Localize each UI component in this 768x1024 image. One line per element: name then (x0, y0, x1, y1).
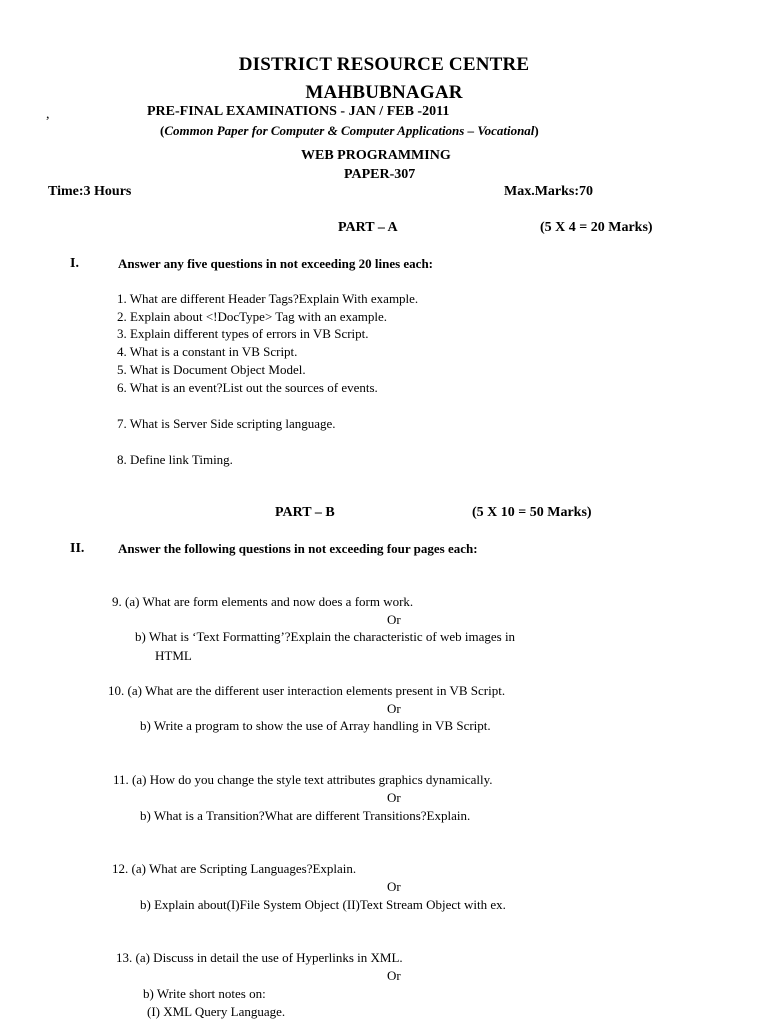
question-4: 4. What is a constant in VB Script. (117, 344, 298, 359)
question-11b: b) What is a Transition?What are different Transitions?Explain. (140, 808, 471, 823)
question-9b: b) What is ‘Text Formatting’?Explain the characteristic of web images in (135, 629, 516, 644)
question-8: 8. Define link Timing. (117, 452, 233, 467)
institution-location: MAHBUBNAGAR (305, 82, 463, 103)
question-2: 2. Explain about <!DocType> Tag with an example. (117, 309, 388, 324)
part-b-roman: II. (70, 541, 85, 556)
or-separator: Or (387, 968, 401, 983)
question-7: 7. What is Server Side scripting language. (117, 416, 336, 431)
question-13b: b) Write short notes on: (143, 986, 266, 1001)
question-6: 6. What is an event?List out the sources of events. (117, 380, 378, 395)
question-12a: 12. (a) What are Scripting Languages?Explain. (112, 861, 357, 876)
question-9b-continued: HTML (155, 648, 192, 663)
part-a-instruction: Answer any five questions in not exceeding 20 lines each: (118, 256, 434, 271)
or-separator: Or (387, 612, 401, 627)
question-12b: b) Explain about(I)File System Object (II)Text Stream Object with ex. (140, 897, 506, 912)
part-a-marks: (5 X 4 = 20 Marks) (540, 220, 653, 235)
question-10a: 10. (a) What are the different user interaction elements present in VB Script. (108, 683, 506, 698)
part-b-marks: (5 X 10 = 50 Marks) (472, 505, 592, 520)
subject-title: WEB PROGRAMMING (301, 148, 451, 163)
question-1: 1. What are different Header Tags?Explain With example. (117, 291, 419, 306)
or-separator: Or (387, 790, 401, 805)
question-13b-item-i: (I) XML Query Language. (147, 1004, 286, 1019)
institution-title: DISTRICT RESOURCE CENTRE (238, 54, 530, 75)
paper-code: PAPER-307 (344, 167, 416, 182)
part-b-title: PART – B (275, 505, 335, 520)
question-5: 5. What is Document Object Model. (117, 362, 306, 377)
question-9a: 9. (a) What are form elements and now does a form work. (112, 594, 414, 609)
or-separator: Or (387, 879, 401, 894)
time-limit: Time:3 Hours (48, 184, 132, 199)
max-marks: Max.Marks:70 (504, 184, 594, 199)
question-13a: 13. (a) Discuss in detail the use of Hyperlinks in XML. (116, 950, 403, 965)
part-a-roman: I. (70, 256, 79, 271)
question-11a: 11. (a) How do you change the style text attributes graphics dynamically. (113, 772, 493, 787)
stray-comma: , (46, 107, 50, 122)
part-b-instruction: Answer the following questions in not exceeding four pages each: (118, 541, 478, 556)
question-10b: b) Write a program to show the use of Array handling in VB Script. (140, 718, 491, 733)
or-separator: Or (387, 701, 401, 716)
part-a-title: PART – A (338, 220, 398, 235)
question-3: 3. Explain different types of errors in VB Script. (117, 326, 369, 341)
common-paper-note: (Common Paper for Computer & Computer Applications – Vocational) (160, 123, 539, 138)
exam-title: PRE-FINAL EXAMINATIONS - JAN / FEB -2011 (147, 104, 450, 119)
